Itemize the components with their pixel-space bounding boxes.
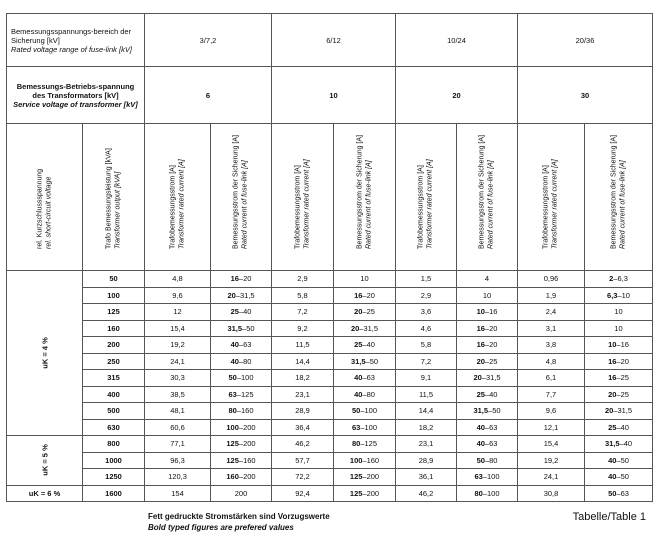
rated-voltage-range-1: 3/7,2	[145, 14, 272, 67]
fuse-current-cell: 50–80	[457, 452, 518, 469]
fuse-current-cell: 125–160	[211, 452, 272, 469]
fuse-current-cell: 100–160	[334, 452, 396, 469]
transformer-output-cell: 50	[83, 271, 145, 288]
table-row	[7, 353, 653, 370]
fuse-current-cell: 16–20	[585, 353, 653, 370]
table-row	[7, 337, 653, 354]
fuse-current-cell: 125–200	[334, 469, 396, 486]
trafo-current-cell: 9,2	[272, 320, 334, 337]
fuse-current-cell: 20–31,5	[211, 287, 272, 304]
trafo-current-cell: 9,6	[518, 403, 585, 420]
fuse-current-cell: 200	[211, 485, 272, 502]
fuse-current-cell: 40–63	[334, 370, 396, 387]
fuse-current-cell: 50–100	[211, 370, 272, 387]
trafo-current-cell: 7,2	[396, 353, 457, 370]
fuse-current-cell: 4	[457, 271, 518, 288]
service-voltage-3: 20	[396, 67, 518, 124]
fuse-current-cell: 31,5–50	[457, 403, 518, 420]
fuse-current-cell: 25–40	[585, 419, 653, 436]
footnote: Fett gedruckte Stromstärken sind Vorzugswerte Bold typed figures are prefered values	[148, 512, 330, 532]
trafo-current-cell: 92,4	[272, 485, 334, 502]
trafo-current-cell: 28,9	[272, 403, 334, 420]
trafo-current-cell: 38,5	[145, 386, 211, 403]
trafo-current-cell: 9,1	[396, 370, 457, 387]
fuse-current-header-3: Bemessungsstrom der Sicherung [A] Rated current of fuse-link [A]	[457, 124, 518, 271]
fuse-current-cell: 31,5–40	[585, 436, 653, 453]
trafo-current-cell: 30,8	[518, 485, 585, 502]
trafo-current-cell: 9,6	[145, 287, 211, 304]
trafo-current-cell: 1,9	[518, 287, 585, 304]
fuse-current-cell: 31,5–50	[211, 320, 272, 337]
service-voltage-2: 10	[272, 67, 396, 124]
fuse-current-cell: 125–200	[211, 436, 272, 453]
transformer-output-cell: 160	[83, 320, 145, 337]
trafo-current-header-3: Trafobemessungsstrom [A] Transformer rated current [A]	[396, 124, 457, 271]
fuse-current-cell: 63–100	[334, 419, 396, 436]
fuse-current-cell: 31,5–50	[334, 353, 396, 370]
fuse-current-cell: 10–16	[457, 304, 518, 321]
table-row	[7, 287, 653, 304]
fuse-current-cell: 63–100	[457, 469, 518, 486]
trafo-current-cell: 77,1	[145, 436, 211, 453]
fuse-current-cell: 2–6,3	[585, 271, 653, 288]
fuse-current-cell: 40–50	[585, 452, 653, 469]
trafo-current-cell: 72,2	[272, 469, 334, 486]
service-voltage-1: 6	[145, 67, 272, 124]
trafo-current-cell: 19,2	[145, 337, 211, 354]
trafo-current-cell: 15,4	[145, 320, 211, 337]
fuse-current-cell: 80–160	[211, 403, 272, 420]
fuse-current-cell: 40–63	[211, 337, 272, 354]
trafo-current-cell: 4,8	[145, 271, 211, 288]
fuse-current-cell: 16–20	[334, 287, 396, 304]
rated-voltage-range-4: 20/36	[518, 14, 653, 67]
trafo-current-cell: 5,8	[272, 287, 334, 304]
service-voltage-4: 30	[518, 67, 653, 124]
trafo-current-cell: 19,2	[518, 452, 585, 469]
trafo-current-cell: 23,1	[396, 436, 457, 453]
table-row	[7, 469, 653, 486]
uk-column-header: rel. Kurzschlussspannung rel. short-circuit voltage	[7, 124, 83, 271]
uk-4-group: uK = 4 %	[7, 271, 83, 436]
table-row	[7, 403, 653, 420]
table-row	[7, 386, 653, 403]
rated-voltage-range-3: 10/24	[396, 14, 518, 67]
fuse-current-cell: 160–200	[211, 469, 272, 486]
fuse-current-cell: 125–200	[334, 485, 396, 502]
fuse-current-cell: 10	[457, 287, 518, 304]
fuse-current-cell: 63–125	[211, 386, 272, 403]
fuse-current-cell: 10	[585, 304, 653, 321]
fuse-current-cell: 10	[585, 320, 653, 337]
table-row	[7, 452, 653, 469]
transformer-output-cell: 250	[83, 353, 145, 370]
trafo-current-cell: 14,4	[396, 403, 457, 420]
transformer-output-cell: 1000	[83, 452, 145, 469]
trafo-current-cell: 57,7	[272, 452, 334, 469]
transformer-output-cell: 400	[83, 386, 145, 403]
fuse-current-cell: 80–125	[334, 436, 396, 453]
trafo-current-cell: 6,1	[518, 370, 585, 387]
trafo-current-cell: 18,2	[272, 370, 334, 387]
trafo-current-cell: 2,9	[396, 287, 457, 304]
transformer-output-cell: 800	[83, 436, 145, 453]
table-row	[7, 304, 653, 321]
fuse-current-cell: 20–25	[457, 353, 518, 370]
table-reference: Tabelle/Table 1	[572, 511, 646, 523]
fuse-current-cell: 10–16	[585, 337, 653, 354]
fuse-current-cell: 40–63	[457, 419, 518, 436]
fuse-current-cell: 100–200	[211, 419, 272, 436]
fuse-current-cell: 16–20	[457, 337, 518, 354]
trafo-current-cell: 23,1	[272, 386, 334, 403]
transformer-output-cell: 125	[83, 304, 145, 321]
fuse-current-cell: 40–80	[211, 353, 272, 370]
trafo-current-cell: 4,6	[396, 320, 457, 337]
trafo-current-cell: 3,6	[396, 304, 457, 321]
trafo-current-cell: 46,2	[272, 436, 334, 453]
trafo-current-cell: 28,9	[396, 452, 457, 469]
transformer-output-cell: 200	[83, 337, 145, 354]
fuse-current-cell: 16–20	[457, 320, 518, 337]
fuse-current-cell: 20–25	[334, 304, 396, 321]
trafo-current-header-4: Trafobemessungsstrom [A] Transformer rated current [A]	[518, 124, 585, 271]
fuse-current-cell: 10	[334, 271, 396, 288]
trafo-current-cell: 12,1	[518, 419, 585, 436]
trafo-current-cell: 36,1	[396, 469, 457, 486]
fuse-current-cell: 20–31,5	[457, 370, 518, 387]
trafo-current-cell: 30,3	[145, 370, 211, 387]
fuse-current-cell: 40–80	[334, 386, 396, 403]
fuse-current-cell: 50–100	[334, 403, 396, 420]
rated-voltage-label: Bemessungsspannungs-bereich der Sicherung [kV] Rated voltage range of fuse-link [kV]	[7, 14, 145, 67]
table-row	[7, 485, 653, 502]
fuse-current-header-1: Bemessungsstrom der Sicherung [A] Rated current of fuse-link [A]	[211, 124, 272, 271]
trafo-current-cell: 1,5	[396, 271, 457, 288]
trafo-current-cell: 96,3	[145, 452, 211, 469]
table-row	[7, 320, 653, 337]
trafo-current-cell: 15,4	[518, 436, 585, 453]
fuse-current-cell: 20–25	[585, 386, 653, 403]
trafo-current-cell: 120,3	[145, 469, 211, 486]
trafo-current-cell: 7,2	[272, 304, 334, 321]
transformer-output-cell: 630	[83, 419, 145, 436]
transformer-output-cell: 1250	[83, 469, 145, 486]
fuse-current-cell: 20–31,5	[334, 320, 396, 337]
fuse-current-cell: 40–63	[457, 436, 518, 453]
trafo-current-cell: 0,96	[518, 271, 585, 288]
trafo-current-cell: 36,4	[272, 419, 334, 436]
fuse-current-cell: 80–100	[457, 485, 518, 502]
trafo-current-cell: 14,4	[272, 353, 334, 370]
table-row	[7, 370, 653, 387]
trafo-current-cell: 18,2	[396, 419, 457, 436]
fuse-current-cell: 40–50	[585, 469, 653, 486]
fuse-current-header-4: Bemessungsstrom der Sicherung [A] Rated current of fuse-link [A]	[585, 124, 653, 271]
fuse-current-cell: 50–63	[585, 485, 653, 502]
transformer-output-cell: 500	[83, 403, 145, 420]
trafo-current-cell: 24,1	[518, 469, 585, 486]
uk-6-group: uK = 6 %	[7, 485, 83, 502]
fuse-current-cell: 20–31,5	[585, 403, 653, 420]
trafo-current-cell: 2,9	[272, 271, 334, 288]
uk-5-group: uK = 5 %	[7, 436, 83, 486]
fuse-current-cell: 25–40	[211, 304, 272, 321]
trafo-current-cell: 46,2	[396, 485, 457, 502]
trafo-current-header-2: Trafobemessungsstrom [A] Transformer rated current [A]	[272, 124, 334, 271]
trafo-current-cell: 3,8	[518, 337, 585, 354]
trafo-current-cell: 2,4	[518, 304, 585, 321]
fuse-selection-table	[6, 13, 653, 502]
fuse-current-cell: 16–25	[585, 370, 653, 387]
trafo-current-header-1: Trafobemessungsstrom [A] Transformer rated current [A]	[145, 124, 211, 271]
transformer-output-cell: 100	[83, 287, 145, 304]
trafo-current-cell: 7,7	[518, 386, 585, 403]
rated-voltage-range-2: 6/12	[272, 14, 396, 67]
table-row	[7, 419, 653, 436]
service-voltage-label: Bemessungs-Betriebs-spannung des Transformators [kV] Service voltage of transformer [kV]	[7, 67, 145, 124]
trafo-current-cell: 24,1	[145, 353, 211, 370]
transformer-output-cell: 315	[83, 370, 145, 387]
fuse-current-cell: 25–40	[457, 386, 518, 403]
fuse-current-cell: 16–20	[211, 271, 272, 288]
table-row	[7, 271, 653, 288]
fuse-current-cell: 25–40	[334, 337, 396, 354]
trafo-current-cell: 5,8	[396, 337, 457, 354]
trafo-current-cell: 11,5	[272, 337, 334, 354]
trafo-current-cell: 3,1	[518, 320, 585, 337]
trafo-current-cell: 11,5	[396, 386, 457, 403]
fuse-current-cell: 6,3–10	[585, 287, 653, 304]
trafo-current-cell: 154	[145, 485, 211, 502]
trafo-current-cell: 48,1	[145, 403, 211, 420]
transformer-output-header: Trafo Bemessungsleistung [kVA] Transformer output [kVA]	[83, 124, 145, 271]
trafo-current-cell: 4,8	[518, 353, 585, 370]
transformer-output-cell: 1600	[83, 485, 145, 502]
trafo-current-cell: 12	[145, 304, 211, 321]
fuse-current-header-2: Bemessungsstrom der Sicherung [A] Rated current of fuse-link [A]	[334, 124, 396, 271]
trafo-current-cell: 60,6	[145, 419, 211, 436]
table-row	[7, 436, 653, 453]
